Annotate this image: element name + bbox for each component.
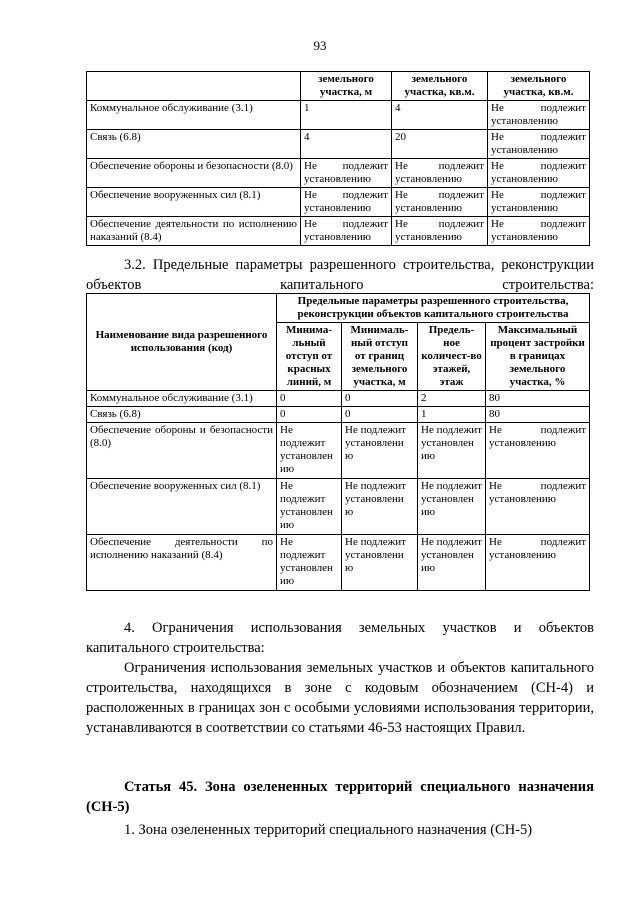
- table-cell: 20: [392, 130, 488, 159]
- table-cell: 0: [277, 391, 342, 407]
- table-header-cell: Минима-льный отступ от красных линий, м: [277, 323, 342, 391]
- section-4-heading: 4. Ограничения использования земельных участков и объектов капитального строительства:: [86, 620, 594, 656]
- table-row: [87, 217, 590, 246]
- table-cell: Не подлежит установлен ию: [277, 479, 342, 535]
- table-row: [87, 159, 590, 188]
- table-cell: Обеспечение обороны и безопасности (8.0): [87, 159, 301, 188]
- table-row: [87, 479, 590, 535]
- table-cell: Не подлежит установлени ю: [342, 535, 418, 591]
- section-4-body: Ограничения использования земельных участков и объектов капитального строительства, находящихся в зоне с кодовым обозначением (СН-4) и расположенных в границах зон с особыми условиями использования территории, устанавливаются в соответствии со статьями 46-53 настоящих Правил.: [86, 660, 594, 736]
- table-row: [87, 391, 590, 407]
- table-header-cell: земельного участка, кв.м.: [488, 72, 590, 101]
- table-cell: Не подлежит установлению: [488, 101, 590, 130]
- table-header-cell: [87, 72, 301, 101]
- table-cell: Не подлежит установлен ию: [277, 423, 342, 479]
- table-cell: Не подлежит установлен ию: [418, 479, 486, 535]
- table-cell: 80: [486, 391, 590, 407]
- table-cell: Обеспечение вооруженных сил (8.1): [87, 188, 301, 217]
- table-cell: 0: [342, 391, 418, 407]
- table-cell: Не подлежит установлению: [488, 130, 590, 159]
- table-cell: Не подлежит установлени ю: [342, 479, 418, 535]
- table-cell: 1: [301, 101, 392, 130]
- table-cell: Обеспечение деятельности по исполнению наказаний (8.4): [87, 535, 277, 591]
- table-cell: Не подлежит установлению: [301, 159, 392, 188]
- table-cell: Не подлежит установлению: [392, 159, 488, 188]
- table-cell: Не подлежит установлен ию: [418, 423, 486, 479]
- table-cell: 1: [418, 407, 486, 423]
- table-row: [87, 535, 590, 591]
- table-cell: 0: [342, 407, 418, 423]
- table-cell: Не подлежит установлению: [488, 188, 590, 217]
- table-cell: 4: [301, 130, 392, 159]
- table-cell: Обеспечение вооруженных сил (8.1): [87, 479, 277, 535]
- table-cell: Связь (6.8): [87, 407, 277, 423]
- table-cell: Коммунальное обслуживание (3.1): [87, 391, 277, 407]
- table-construction-parameters: [86, 293, 590, 591]
- table-cell: Обеспечение обороны и безопасности (8.0): [87, 423, 277, 479]
- table-header-cell: Предель-ное количест-во этажей, этаж: [418, 323, 486, 391]
- table-cell: Обеспечение деятельности по исполнению наказаний (8.4): [87, 217, 301, 246]
- table-row: [87, 130, 590, 159]
- article-45-paragraph: 1. Зона озелененных территорий специального назначения (СН-5): [124, 822, 533, 838]
- table-header-cell: Минималь-ный отступ от границ земельного участка, м: [342, 323, 418, 391]
- table-header-cell: Наименование вида разрешенного использования (код): [87, 294, 277, 391]
- table-cell: 4: [392, 101, 488, 130]
- table-group-header: Предельные параметры разрешенного строительства, реконструкции объектов капитального строительства: [277, 294, 590, 323]
- table-row: [87, 407, 590, 423]
- table-header-row: [87, 72, 590, 101]
- table-header-cell: Максимальный процент застройки в границах земельного участка, %: [486, 323, 590, 391]
- article-45-title: Статья 45. Зона озелененных территорий специального назначения (СН-5): [86, 779, 594, 815]
- table-cell: Не подлежит установлению: [392, 188, 488, 217]
- table-row: [87, 101, 590, 130]
- table-cell: Не подлежит установлению: [486, 479, 590, 535]
- table-cell: Не подлежит установлению: [488, 159, 590, 188]
- table-cell: Не подлежит установлению: [486, 535, 590, 591]
- table-cell: Не подлежит установлению: [486, 423, 590, 479]
- table-cell: Не подлежит установлению: [301, 188, 392, 217]
- table-cell: Не подлежит установлени ю: [342, 423, 418, 479]
- table-land-parameters-continued: [86, 71, 590, 246]
- section-3-2-heading: 3.2. Предельные параметры разрешенного строительства, реконструкции объектов капитального строительства:: [86, 257, 594, 293]
- table-header-row: [87, 294, 590, 323]
- table-cell: Не подлежит установлен ию: [418, 535, 486, 591]
- table-cell: 0: [277, 407, 342, 423]
- table-header-cell: земельного участка, м: [301, 72, 392, 101]
- page-number: 93: [313, 38, 327, 53]
- table-cell: Не подлежит установлению: [488, 217, 590, 246]
- table-cell: Не подлежит установлению: [392, 217, 488, 246]
- table-cell: 80: [486, 407, 590, 423]
- table-cell: Не подлежит установлен ию: [277, 535, 342, 591]
- table-header-cell: земельного участка, кв.м.: [392, 72, 488, 101]
- table-cell: Не подлежит установлению: [301, 217, 392, 246]
- table-cell: Связь (6.8): [87, 130, 301, 159]
- table-cell: Коммунальное обслуживание (3.1): [87, 101, 301, 130]
- table-row: [87, 188, 590, 217]
- table-row: [87, 423, 590, 479]
- table-cell: 2: [418, 391, 486, 407]
